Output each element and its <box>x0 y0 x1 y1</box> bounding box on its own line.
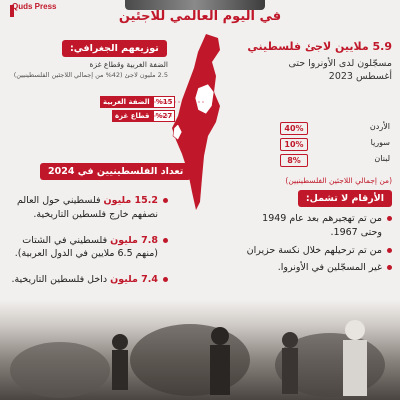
region-name: قطاع غزة <box>112 110 153 122</box>
country-row <box>280 122 390 136</box>
geo-detail: 2.5 مليون لاجئ (42% من إجمالي اللاجئين الفلسطينيين) <box>13 71 168 79</box>
country-name: الأردن <box>369 122 390 131</box>
country-pct: 10% <box>280 138 308 151</box>
bullet-icon <box>387 216 392 221</box>
region-pct: %27 <box>153 110 176 122</box>
excluded-item-text: من تم ترحيلهم خلال نكسة حزيران <box>246 244 382 256</box>
region-name: الضفة الغربية <box>100 96 153 108</box>
top-bar <box>0 0 400 32</box>
list-item <box>242 261 392 275</box>
geo-title: توزيعهم الجغرافي: <box>62 40 167 57</box>
unrwa-subtext-1: مسجّلون لدى الأونروا حتى <box>288 58 392 69</box>
list-item <box>242 244 392 258</box>
unrwa-block <box>247 40 392 84</box>
list-item <box>8 273 168 287</box>
refugee-photo <box>0 300 400 400</box>
population-value: 7.4 مليون <box>110 274 158 286</box>
country-row <box>280 154 390 168</box>
population-desc: داخل فلسطين التاريخية. <box>11 274 111 286</box>
bullet-icon <box>163 277 168 282</box>
page-title: في اليوم العالمي للاجئين <box>118 9 282 24</box>
population-value: 15.2 مليون <box>103 195 158 206</box>
excluded-list <box>242 212 392 285</box>
country-pct: 40% <box>280 122 308 135</box>
country-name: لبنان <box>374 154 390 163</box>
list-item <box>8 234 168 262</box>
region-pct: %15 <box>153 96 176 108</box>
refugee-crowd-image <box>0 300 400 400</box>
population-desc: فلسطيني حول العالم نصفهم خارج فلسطين التاريخية. <box>16 195 158 220</box>
population-value: 7.8 مليون <box>110 234 158 246</box>
unrwa-subtext-2: أغسطس 2023 <box>328 71 392 83</box>
country-row <box>280 138 390 152</box>
list-item <box>8 194 168 222</box>
geo-subtitle: الضفة الغربية وقطاع غزة <box>89 60 168 69</box>
population-title: تعداد الفلسطينيين في 2024 <box>40 163 191 180</box>
unrwa-note: (من إجمالي اللاجئين الفلسطينيين) <box>285 176 392 185</box>
map-connector-lines <box>150 96 220 126</box>
bullet-icon <box>387 265 392 270</box>
unrwa-headline: 5.9 ملايين لاجئ فلسطيني <box>247 40 392 53</box>
excluded-item-text: من تم تهجيرهم بعد عام 1949 وحتى 1967. <box>262 213 382 238</box>
brand-name: Quds Press <box>12 2 57 11</box>
bullet-icon <box>163 198 168 203</box>
list-item <box>242 212 392 240</box>
excluded-title: الأرقام لا تشمل: <box>298 190 392 207</box>
excluded-item-text: غير المسجّلين في الأونروا. <box>277 262 382 274</box>
population-desc: فلسطيني في الشتات (منهم 6.5 ملايين في الدول العربية). <box>14 234 158 260</box>
country-pct: 8% <box>280 154 308 167</box>
bullet-icon <box>387 248 392 253</box>
country-name: سوريا <box>370 138 390 147</box>
population-list <box>8 194 168 297</box>
bullet-icon <box>163 238 168 243</box>
